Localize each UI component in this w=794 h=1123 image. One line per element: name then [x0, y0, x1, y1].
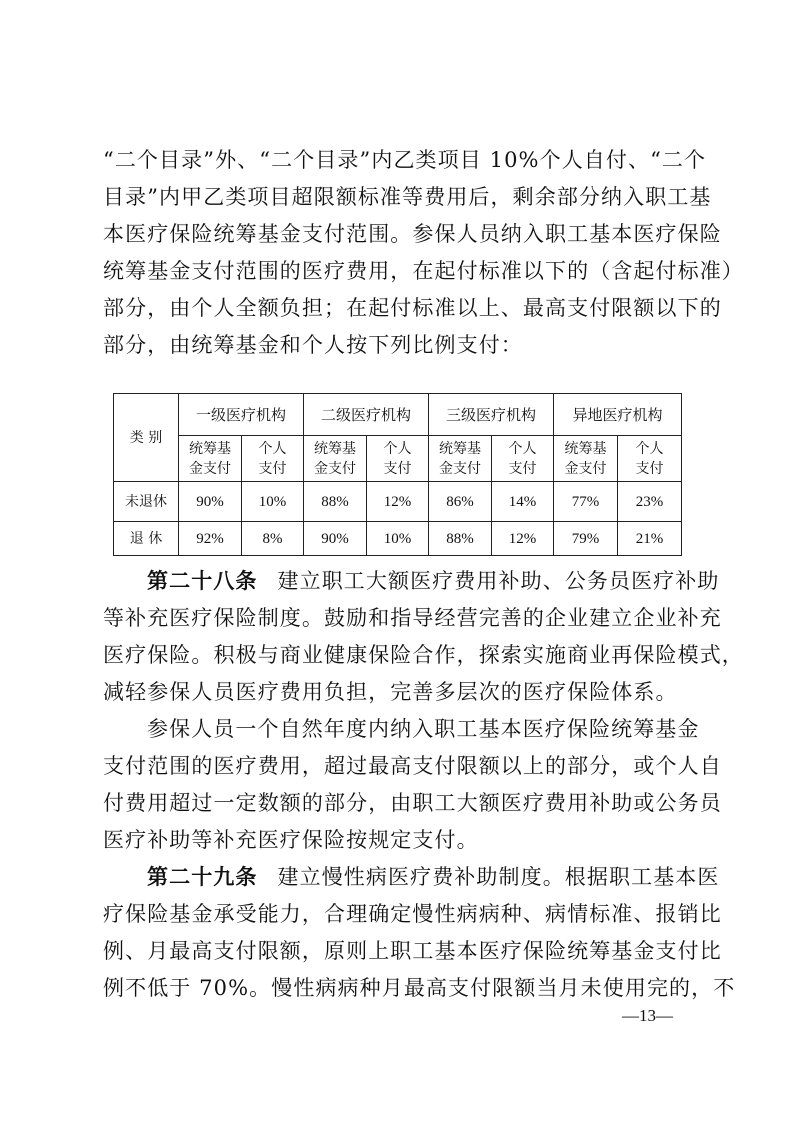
- table-cell: 92%: [179, 522, 242, 556]
- text-line: 等补充医疗保险制度。鼓励和指导经营完善的企业建立企业补充: [103, 606, 722, 630]
- institution-header: 二级医疗机构: [304, 394, 429, 436]
- fund-pay-header: 统筹基 金支付: [304, 436, 367, 482]
- table-cell: 12%: [492, 522, 554, 556]
- personal-pay-header: 个人 支付: [242, 436, 304, 482]
- text-line: 支付范围的医疗费用，超过最高支付限额以上的部分，或个人自: [103, 754, 722, 778]
- row-label: 未退休: [114, 482, 179, 522]
- institution-header: 三级医疗机构: [429, 394, 554, 436]
- table-cell: 12%: [367, 482, 429, 522]
- text-line: 目录”内甲乙类项目超限额标准等费用后，剩余部分纳入职工基: [103, 185, 712, 209]
- fund-pay-header: 统筹基 金支付: [429, 436, 492, 482]
- table-cell: 79%: [554, 522, 618, 556]
- table-row: [114, 522, 682, 556]
- table-cell: 23%: [618, 482, 682, 522]
- table-cell: 90%: [179, 482, 242, 522]
- text-line: 付费用超过一定数额的部分，由职工大额医疗费用补助或公务员: [103, 791, 722, 815]
- table-row: [114, 482, 682, 522]
- fund-pay-header: 统筹基 金支付: [179, 436, 242, 482]
- institution-header: 一级医疗机构: [179, 394, 304, 436]
- table-cell: 8%: [242, 522, 304, 556]
- table-cell: 86%: [429, 482, 492, 522]
- table-cell: 88%: [304, 482, 367, 522]
- text-line: 部分，由统筹基金和个人按下列比例支付：: [103, 333, 523, 357]
- text-line: 例、月最高支付限额，原则上职工基本医疗保险统筹基金支付比: [103, 939, 722, 963]
- table-cell: 88%: [429, 522, 492, 556]
- personal-pay-header: 个人 支付: [618, 436, 682, 482]
- personal-pay-header: 个人 支付: [492, 436, 554, 482]
- text-line: 医疗补助等补充医疗保险按规定支付。: [103, 828, 479, 852]
- text-line: 医疗保险。积极与商业健康保险合作，探索实施商业再保险模式，: [103, 643, 744, 667]
- text-line: 本医疗保险统筹基金支付范围。参保人员纳入职工基本医疗保险: [103, 222, 722, 246]
- personal-pay-header: 个人 支付: [367, 436, 429, 482]
- text-line: 例不低于 70%。慢性病病种月最高支付限额当月未使用完的，不: [103, 976, 736, 1000]
- table-cell: 77%: [554, 482, 618, 522]
- text-line: 第二十八条 建立职工大额医疗费用补助、公务员医疗补助: [147, 569, 720, 593]
- table-cell: 21%: [618, 522, 682, 556]
- row-label: 退 休: [114, 522, 179, 556]
- article-heading: 第二十九条: [147, 865, 258, 889]
- text-line: 第二十九条 建立慢性病医疗费补助制度。根据职工基本医: [147, 865, 720, 889]
- page-number: —13—: [622, 1006, 673, 1025]
- table-cell: 10%: [242, 482, 304, 522]
- fund-pay-header: 统筹基 金支付: [554, 436, 618, 482]
- text-line: 统筹基金支付范围的医疗费用，在起付标准以下的（含起付标准）: [103, 259, 744, 283]
- table-cell: 90%: [304, 522, 367, 556]
- text-line: 参保人员一个自然年度内纳入职工基本医疗保险统筹基金: [147, 717, 700, 741]
- article-heading: 第二十八条: [147, 569, 258, 593]
- table-cell: 10%: [367, 522, 429, 556]
- category-header: 类 别: [114, 394, 179, 482]
- text-line: “二个目录”外、“二个目录”内乙类项目 10%个人自付、“二个: [103, 148, 707, 172]
- table-cell: 14%: [492, 482, 554, 522]
- institution-header: 异地医疗机构: [554, 394, 682, 436]
- text-line: 部分，由个人全额负担；在起付标准以上、最高支付限额以下的: [103, 296, 722, 320]
- text-line: 减轻参保人员医疗费用负担，完善多层次的医疗保险体系。: [103, 680, 678, 704]
- reimbursement-table: [113, 393, 682, 556]
- text-line: 疗保险基金承受能力，合理确定慢性病病种、病情标准、报销比: [103, 902, 722, 926]
